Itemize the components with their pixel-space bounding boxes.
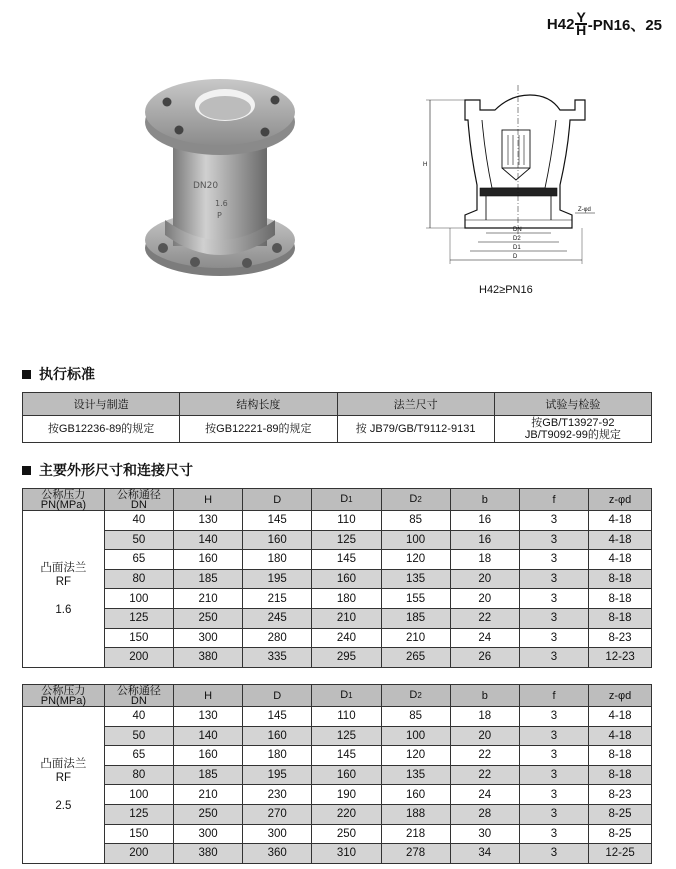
table-cell: 3	[519, 569, 588, 589]
table-cell: 50	[104, 530, 173, 550]
table-cell: 180	[312, 589, 381, 609]
table-cell: 16	[450, 530, 519, 550]
table-row	[23, 569, 652, 589]
table-cell: 250	[173, 608, 242, 628]
table-cell: 22	[450, 765, 519, 785]
dims-header-d: D	[243, 685, 312, 707]
table-cell: 210	[381, 628, 450, 648]
table-cell: 3	[519, 648, 588, 668]
table-row	[23, 804, 652, 824]
table-cell: 18	[450, 550, 519, 570]
table-cell: 218	[381, 824, 450, 844]
table-cell: 145	[312, 550, 381, 570]
table-cell: 4-18	[589, 707, 652, 727]
table-cell: 160	[243, 530, 312, 550]
table-cell: 3	[519, 844, 588, 864]
dims-header-d1: D1	[312, 489, 381, 511]
table-row	[23, 824, 652, 844]
table-cell: 8-18	[589, 608, 652, 628]
section-standards-title: 执行标准	[39, 367, 95, 383]
table-cell: 125	[104, 608, 173, 628]
table-cell: 65	[104, 550, 173, 570]
table-cell: 120	[381, 550, 450, 570]
section-dims-title: 主要外形尺寸和连接尺寸	[39, 463, 193, 479]
table-cell: 16	[450, 511, 519, 531]
table-cell: 270	[243, 804, 312, 824]
standards-value: 按 JB79/GB/T9112-9131	[337, 416, 494, 443]
table-cell: 3	[519, 746, 588, 766]
table-cell: 30	[450, 824, 519, 844]
standards-value: 按GB/T13927-92 JB/T9092-99的规定	[494, 416, 651, 443]
table-cell: 20	[450, 726, 519, 746]
square-bullet-icon	[22, 466, 31, 475]
model-fraction	[575, 9, 587, 38]
table-cell: 150	[104, 824, 173, 844]
table-cell: 300	[243, 824, 312, 844]
table-row	[23, 550, 652, 570]
drawing-label-d: D	[513, 254, 518, 260]
table-row	[23, 765, 652, 785]
dims-header-d2: D2	[381, 489, 450, 511]
table-cell: 3	[519, 726, 588, 746]
table-cell: 3	[519, 804, 588, 824]
photo-marking-3: P	[217, 211, 222, 220]
table-cell: 18	[450, 707, 519, 727]
table-cell: 22	[450, 746, 519, 766]
table-cell: 200	[104, 648, 173, 668]
table-cell: 8-18	[589, 589, 652, 609]
standards-header: 试验与检验	[494, 393, 651, 416]
table-cell: 8-25	[589, 824, 652, 844]
table-cell: 3	[519, 608, 588, 628]
model-title	[546, 9, 662, 38]
table-cell: 34	[450, 844, 519, 864]
table-cell: 4-18	[589, 530, 652, 550]
dims-header-b: b	[450, 685, 519, 707]
table-cell: 4-18	[589, 511, 652, 531]
table-cell: 3	[519, 589, 588, 609]
table-cell: 185	[173, 765, 242, 785]
table-cell: 150	[104, 628, 173, 648]
table-cell: 278	[381, 844, 450, 864]
standards-value: 按GB12221-89的规定	[180, 416, 337, 443]
table-cell: 240	[312, 628, 381, 648]
table-cell: 160	[381, 785, 450, 805]
dims-header-row	[23, 685, 652, 707]
table-cell: 180	[243, 550, 312, 570]
table-cell: 40	[104, 707, 173, 727]
table-cell: 160	[312, 569, 381, 589]
standards-header-row	[23, 393, 652, 416]
standards-header: 法兰尺寸	[337, 393, 494, 416]
table-cell: 110	[312, 511, 381, 531]
dims-header-row	[23, 489, 652, 511]
table-cell: 140	[173, 530, 242, 550]
dims-header-zd: z-φd	[589, 685, 652, 707]
table-cell: 135	[381, 569, 450, 589]
table-cell: 125	[104, 804, 173, 824]
table-cell: 380	[173, 648, 242, 668]
section-standards-heading	[22, 364, 95, 384]
table-cell: 100	[381, 726, 450, 746]
table-cell: 3	[519, 824, 588, 844]
table-row	[23, 511, 652, 531]
table-cell: 220	[312, 804, 381, 824]
table-cell: 135	[381, 765, 450, 785]
table-cell: 22	[450, 608, 519, 628]
table-row	[23, 648, 652, 668]
dims-header-f: f	[519, 489, 588, 511]
table-cell: 230	[243, 785, 312, 805]
table-cell: 180	[243, 746, 312, 766]
dims-header-d1: D1	[312, 685, 381, 707]
table-cell: 185	[173, 569, 242, 589]
table-cell: 80	[104, 569, 173, 589]
table-cell: 210	[173, 589, 242, 609]
table-cell: 20	[450, 569, 519, 589]
table-cell: 100	[104, 785, 173, 805]
technical-drawing	[420, 80, 600, 270]
standards-value: 按GB12236-89的规定	[23, 416, 180, 443]
table-cell: 380	[173, 844, 242, 864]
table-row	[23, 608, 652, 628]
drawing-label-d1: D1	[513, 245, 521, 251]
dims-header-pn: 公称压力 PN(MPa)	[23, 489, 105, 511]
table-cell: 125	[312, 530, 381, 550]
table-cell: 145	[243, 511, 312, 531]
table-cell: 26	[450, 648, 519, 668]
dims-header-d: D	[243, 489, 312, 511]
table-cell: 310	[312, 844, 381, 864]
standards-header: 结构长度	[180, 393, 337, 416]
dims-header-pn: 公称压力 PN(MPa)	[23, 685, 105, 707]
pn-label: 凸面法兰 RF 2.5	[23, 707, 105, 864]
model-frac-top: Y	[576, 9, 586, 25]
table-cell: 245	[243, 608, 312, 628]
square-bullet-icon	[22, 370, 31, 379]
dims-header-h: H	[173, 489, 242, 511]
table-cell: 8-18	[589, 569, 652, 589]
drawing-label-bolt: Z-φd	[578, 207, 591, 213]
table-cell: 215	[243, 589, 312, 609]
table-cell: 195	[243, 569, 312, 589]
model-frac-bottom: H	[576, 22, 587, 38]
dims-header-d2: D2	[381, 685, 450, 707]
drawing-label-d2: D2	[513, 236, 521, 242]
pn-label: 凸面法兰 RF 1.6	[23, 511, 105, 668]
photo-marking-2: 1.6	[215, 199, 228, 208]
table-cell: 8-23	[589, 785, 652, 805]
table-row	[23, 628, 652, 648]
dims-header-b: b	[450, 489, 519, 511]
table-cell: 3	[519, 511, 588, 531]
table-cell: 140	[173, 726, 242, 746]
table-cell: 160	[243, 726, 312, 746]
table-cell: 12-23	[589, 648, 652, 668]
table-row	[23, 530, 652, 550]
table-cell: 190	[312, 785, 381, 805]
table-cell: 8-25	[589, 804, 652, 824]
table-cell: 3	[519, 765, 588, 785]
table-cell: 3	[519, 707, 588, 727]
table-row	[23, 726, 652, 746]
table-cell: 12-25	[589, 844, 652, 864]
table-cell: 120	[381, 746, 450, 766]
table-cell: 265	[381, 648, 450, 668]
table-cell: 4-18	[589, 550, 652, 570]
table-cell: 24	[450, 628, 519, 648]
table-cell: 145	[243, 707, 312, 727]
table-cell: 65	[104, 746, 173, 766]
table-cell: 210	[173, 785, 242, 805]
drawing-label-dn: DN	[513, 227, 522, 233]
table-cell: 155	[381, 589, 450, 609]
table-cell: 250	[173, 804, 242, 824]
dims-header-dn: 公称通径 DN	[104, 489, 173, 511]
dims-table-pn25	[22, 684, 652, 864]
standards-value-row	[23, 416, 652, 443]
table-cell: 125	[312, 726, 381, 746]
table-cell: 100	[381, 530, 450, 550]
table-cell: 130	[173, 707, 242, 727]
standards-table	[22, 392, 652, 443]
table-cell: 160	[312, 765, 381, 785]
table-cell: 20	[450, 589, 519, 609]
table-cell: 295	[312, 648, 381, 668]
table-row	[23, 589, 652, 609]
table-cell: 4-18	[589, 726, 652, 746]
table-cell: 280	[243, 628, 312, 648]
table-cell: 80	[104, 765, 173, 785]
table-cell: 3	[519, 550, 588, 570]
dims-header-h: H	[173, 685, 242, 707]
table-cell: 335	[243, 648, 312, 668]
table-cell: 130	[173, 511, 242, 531]
table-cell: 250	[312, 824, 381, 844]
drawing-label-h: H	[423, 162, 428, 168]
table-row	[23, 785, 652, 805]
table-cell: 210	[312, 608, 381, 628]
table-row	[23, 746, 652, 766]
table-cell: 8-23	[589, 628, 652, 648]
table-cell: 110	[312, 707, 381, 727]
table-cell: 24	[450, 785, 519, 805]
dims-header-zd: z-φd	[589, 489, 652, 511]
drawing-caption: H42≥PN16	[479, 284, 533, 296]
table-cell: 145	[312, 746, 381, 766]
dims-table-pn16	[22, 488, 652, 668]
standards-header: 设计与制造	[23, 393, 180, 416]
table-cell: 200	[104, 844, 173, 864]
table-cell: 3	[519, 628, 588, 648]
dims-header-f: f	[519, 685, 588, 707]
table-cell: 185	[381, 608, 450, 628]
table-cell: 3	[519, 785, 588, 805]
table-cell: 300	[173, 628, 242, 648]
table-cell: 8-18	[589, 746, 652, 766]
table-cell: 85	[381, 511, 450, 531]
table-cell: 3	[519, 530, 588, 550]
table-cell: 40	[104, 511, 173, 531]
table-cell: 8-18	[589, 765, 652, 785]
section-dims-heading	[22, 460, 193, 480]
table-cell: 160	[173, 550, 242, 570]
product-photo	[135, 70, 300, 285]
table-cell: 50	[104, 726, 173, 746]
table-cell: 195	[243, 765, 312, 785]
table-cell: 188	[381, 804, 450, 824]
table-row	[23, 707, 652, 727]
table-cell: 100	[104, 589, 173, 609]
model-suffix: -PN16、25	[587, 16, 662, 34]
table-cell: 160	[173, 746, 242, 766]
table-cell: 300	[173, 824, 242, 844]
table-cell: 360	[243, 844, 312, 864]
model-prefix: H42	[546, 15, 575, 33]
table-cell: 28	[450, 804, 519, 824]
table-row	[23, 844, 652, 864]
photo-marking-1: DN20	[193, 181, 219, 191]
dims-header-dn: 公称通径 DN	[104, 685, 173, 707]
table-cell: 85	[381, 707, 450, 727]
